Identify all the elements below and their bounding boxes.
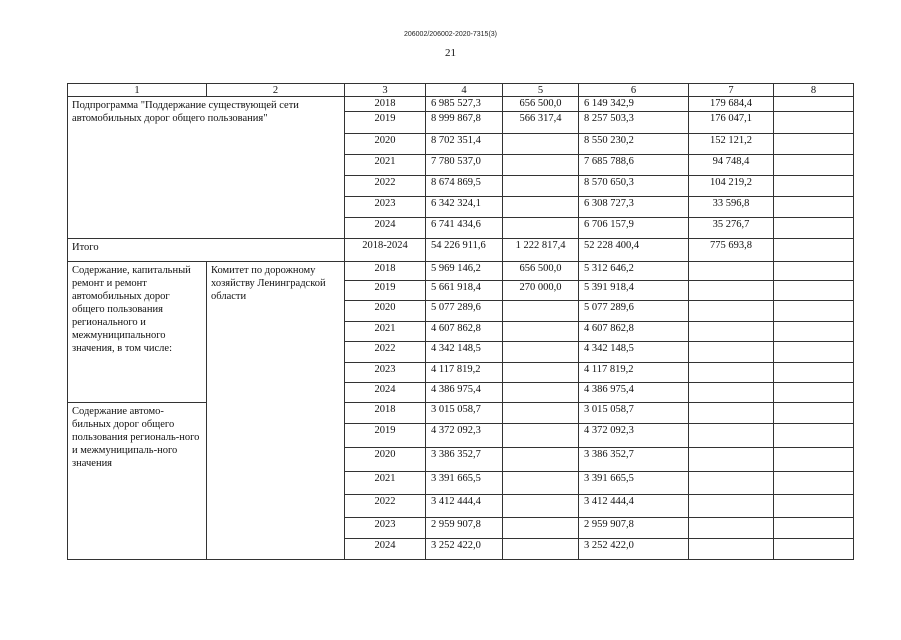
year-cell: 2022 bbox=[345, 342, 426, 363]
regional-cell: 6 308 727,3 bbox=[579, 197, 689, 218]
other-cell bbox=[774, 448, 854, 472]
local-cell: 94 748,4 bbox=[689, 155, 774, 176]
column-header: 8 bbox=[774, 84, 854, 97]
year-cell: 2020 bbox=[345, 301, 426, 322]
total-label: Итого bbox=[68, 239, 345, 262]
other-cell bbox=[774, 495, 854, 518]
total-cell: 3 386 352,7 bbox=[426, 448, 503, 472]
local-cell bbox=[689, 424, 774, 448]
local-cell bbox=[689, 383, 774, 403]
federal-cell: 566 317,4 bbox=[503, 112, 579, 134]
total-cell: 8 702 351,4 bbox=[426, 134, 503, 155]
local-cell bbox=[689, 518, 774, 539]
financing-table bbox=[67, 83, 854, 560]
other-cell bbox=[774, 262, 854, 281]
federal-cell bbox=[503, 363, 579, 383]
column-header: 4 bbox=[426, 84, 503, 97]
year-cell: 2018 bbox=[345, 97, 426, 112]
local-cell bbox=[689, 403, 774, 424]
regional-cell: 4 607 862,8 bbox=[579, 322, 689, 342]
regional-cell: 6 706 157,9 bbox=[579, 218, 689, 239]
other-cell bbox=[774, 218, 854, 239]
federal-cell bbox=[503, 218, 579, 239]
regional-cell: 4 386 975,4 bbox=[579, 383, 689, 403]
local-cell bbox=[689, 342, 774, 363]
local-cell: 179 684,4 bbox=[689, 97, 774, 112]
year-cell: 2018-2024 bbox=[345, 239, 426, 262]
other-cell bbox=[774, 383, 854, 403]
total-cell: 4 117 819,2 bbox=[426, 363, 503, 383]
total-cell: 4 342 148,5 bbox=[426, 342, 503, 363]
total-cell: 6 741 434,6 bbox=[426, 218, 503, 239]
column-header: 3 bbox=[345, 84, 426, 97]
total-cell: 4 372 092,3 bbox=[426, 424, 503, 448]
federal-cell bbox=[503, 134, 579, 155]
regional-cell: 3 391 665,5 bbox=[579, 472, 689, 495]
year-cell: 2019 bbox=[345, 281, 426, 301]
year-cell: 2022 bbox=[345, 176, 426, 197]
total-cell: 7 780 537,0 bbox=[426, 155, 503, 176]
regional-cell: 7 685 788,6 bbox=[579, 155, 689, 176]
total-cell: 5 661 918,4 bbox=[426, 281, 503, 301]
federal-cell bbox=[503, 539, 579, 560]
year-cell: 2023 bbox=[345, 518, 426, 539]
year-cell: 2018 bbox=[345, 403, 426, 424]
local-cell: 176 047,1 bbox=[689, 112, 774, 134]
regional-cell: 4 372 092,3 bbox=[579, 424, 689, 448]
local-cell: 775 693,8 bbox=[689, 239, 774, 262]
federal-cell bbox=[503, 155, 579, 176]
local-cell bbox=[689, 322, 774, 342]
page-number: 21 bbox=[445, 47, 456, 59]
year-cell: 2021 bbox=[345, 322, 426, 342]
federal-cell bbox=[503, 403, 579, 424]
other-cell bbox=[774, 239, 854, 262]
year-cell: 2024 bbox=[345, 539, 426, 560]
year-cell: 2020 bbox=[345, 448, 426, 472]
regional-cell: 6 149 342,9 bbox=[579, 97, 689, 112]
year-cell: 2021 bbox=[345, 472, 426, 495]
column-header: 2 bbox=[207, 84, 345, 97]
regional-cell: 2 959 907,8 bbox=[579, 518, 689, 539]
total-cell: 5 077 289,6 bbox=[426, 301, 503, 322]
regional-cell: 4 117 819,2 bbox=[579, 363, 689, 383]
federal-cell bbox=[503, 342, 579, 363]
other-cell bbox=[774, 539, 854, 560]
other-cell bbox=[774, 176, 854, 197]
total-row bbox=[68, 239, 854, 262]
other-cell bbox=[774, 97, 854, 112]
total-cell: 2 959 907,8 bbox=[426, 518, 503, 539]
other-cell bbox=[774, 134, 854, 155]
column-header: 1 bbox=[68, 84, 207, 97]
local-cell: 152 121,2 bbox=[689, 134, 774, 155]
activity-label: Содержание, капитальный ремонт и ремонт автомобильных дорог общего пользования регионального и межмуниципального значения, в том числе: bbox=[68, 262, 207, 403]
federal-cell bbox=[503, 472, 579, 495]
total-cell: 4 386 975,4 bbox=[426, 383, 503, 403]
local-cell bbox=[689, 472, 774, 495]
total-cell: 8 999 867,8 bbox=[426, 112, 503, 134]
regional-cell: 3 386 352,7 bbox=[579, 448, 689, 472]
column-header: 5 bbox=[503, 84, 579, 97]
regional-cell: 52 228 400,4 bbox=[579, 239, 689, 262]
year-cell: 2022 bbox=[345, 495, 426, 518]
local-cell bbox=[689, 301, 774, 322]
local-cell bbox=[689, 363, 774, 383]
regional-cell: 5 391 918,4 bbox=[579, 281, 689, 301]
regional-cell: 5 077 289,6 bbox=[579, 301, 689, 322]
other-cell bbox=[774, 363, 854, 383]
federal-cell: 656 500,0 bbox=[503, 97, 579, 112]
federal-cell bbox=[503, 383, 579, 403]
local-cell bbox=[689, 495, 774, 518]
table-row bbox=[68, 97, 854, 112]
total-cell: 4 607 862,8 bbox=[426, 322, 503, 342]
local-cell bbox=[689, 262, 774, 281]
federal-cell bbox=[503, 495, 579, 518]
federal-cell bbox=[503, 424, 579, 448]
other-cell bbox=[774, 403, 854, 424]
other-cell bbox=[774, 281, 854, 301]
other-cell bbox=[774, 342, 854, 363]
total-cell: 3 412 444,4 bbox=[426, 495, 503, 518]
column-header: 7 bbox=[689, 84, 774, 97]
year-cell: 2019 bbox=[345, 424, 426, 448]
total-cell: 3 391 665,5 bbox=[426, 472, 503, 495]
federal-cell bbox=[503, 518, 579, 539]
other-cell bbox=[774, 301, 854, 322]
total-cell: 8 674 869,5 bbox=[426, 176, 503, 197]
federal-cell: 656 500,0 bbox=[503, 262, 579, 281]
column-numbers-row bbox=[68, 84, 854, 97]
other-cell bbox=[774, 518, 854, 539]
total-cell: 54 226 911,6 bbox=[426, 239, 503, 262]
other-cell bbox=[774, 322, 854, 342]
federal-cell: 1 222 817,4 bbox=[503, 239, 579, 262]
total-cell: 5 969 146,2 bbox=[426, 262, 503, 281]
federal-cell bbox=[503, 301, 579, 322]
regional-cell: 3 412 444,4 bbox=[579, 495, 689, 518]
year-cell: 2021 bbox=[345, 155, 426, 176]
regional-cell: 8 570 650,3 bbox=[579, 176, 689, 197]
year-cell: 2020 bbox=[345, 134, 426, 155]
other-cell bbox=[774, 197, 854, 218]
regional-cell: 3 015 058,7 bbox=[579, 403, 689, 424]
local-cell: 104 219,2 bbox=[689, 176, 774, 197]
other-cell bbox=[774, 472, 854, 495]
total-cell: 6 342 324,1 bbox=[426, 197, 503, 218]
year-cell: 2018 bbox=[345, 262, 426, 281]
year-cell: 2024 bbox=[345, 218, 426, 239]
regional-cell: 4 342 148,5 bbox=[579, 342, 689, 363]
regional-cell: 8 550 230,2 bbox=[579, 134, 689, 155]
local-cell bbox=[689, 539, 774, 560]
federal-cell: 270 000,0 bbox=[503, 281, 579, 301]
year-cell: 2023 bbox=[345, 363, 426, 383]
regional-cell: 8 257 503,3 bbox=[579, 112, 689, 134]
federal-cell bbox=[503, 197, 579, 218]
local-cell bbox=[689, 281, 774, 301]
responsible-executor: Комитет по дорожному хозяйству Ленинградской области bbox=[207, 262, 345, 560]
activity-label: Содержание автомо-бильных дорог общего пользования региональ-ного и межмуниципаль-ного значения bbox=[68, 403, 207, 560]
other-cell bbox=[774, 155, 854, 176]
subprogram-label: Подпрограмма "Поддержание существующей сети автомобильных дорог общего пользования" bbox=[68, 97, 345, 239]
local-cell bbox=[689, 448, 774, 472]
other-cell bbox=[774, 112, 854, 134]
year-cell: 2023 bbox=[345, 197, 426, 218]
total-cell: 3 015 058,7 bbox=[426, 403, 503, 424]
total-cell: 3 252 422,0 bbox=[426, 539, 503, 560]
other-cell bbox=[774, 424, 854, 448]
local-cell: 33 596,8 bbox=[689, 197, 774, 218]
column-header: 6 bbox=[579, 84, 689, 97]
total-cell: 6 985 527,3 bbox=[426, 97, 503, 112]
document-id: 206002/206002-2020-7315(3) bbox=[403, 31, 498, 38]
year-cell: 2024 bbox=[345, 383, 426, 403]
table-row bbox=[68, 403, 854, 424]
table-row bbox=[68, 262, 854, 281]
federal-cell bbox=[503, 322, 579, 342]
federal-cell bbox=[503, 448, 579, 472]
local-cell: 35 276,7 bbox=[689, 218, 774, 239]
year-cell: 2019 bbox=[345, 112, 426, 134]
regional-cell: 5 312 646,2 bbox=[579, 262, 689, 281]
regional-cell: 3 252 422,0 bbox=[579, 539, 689, 560]
federal-cell bbox=[503, 176, 579, 197]
